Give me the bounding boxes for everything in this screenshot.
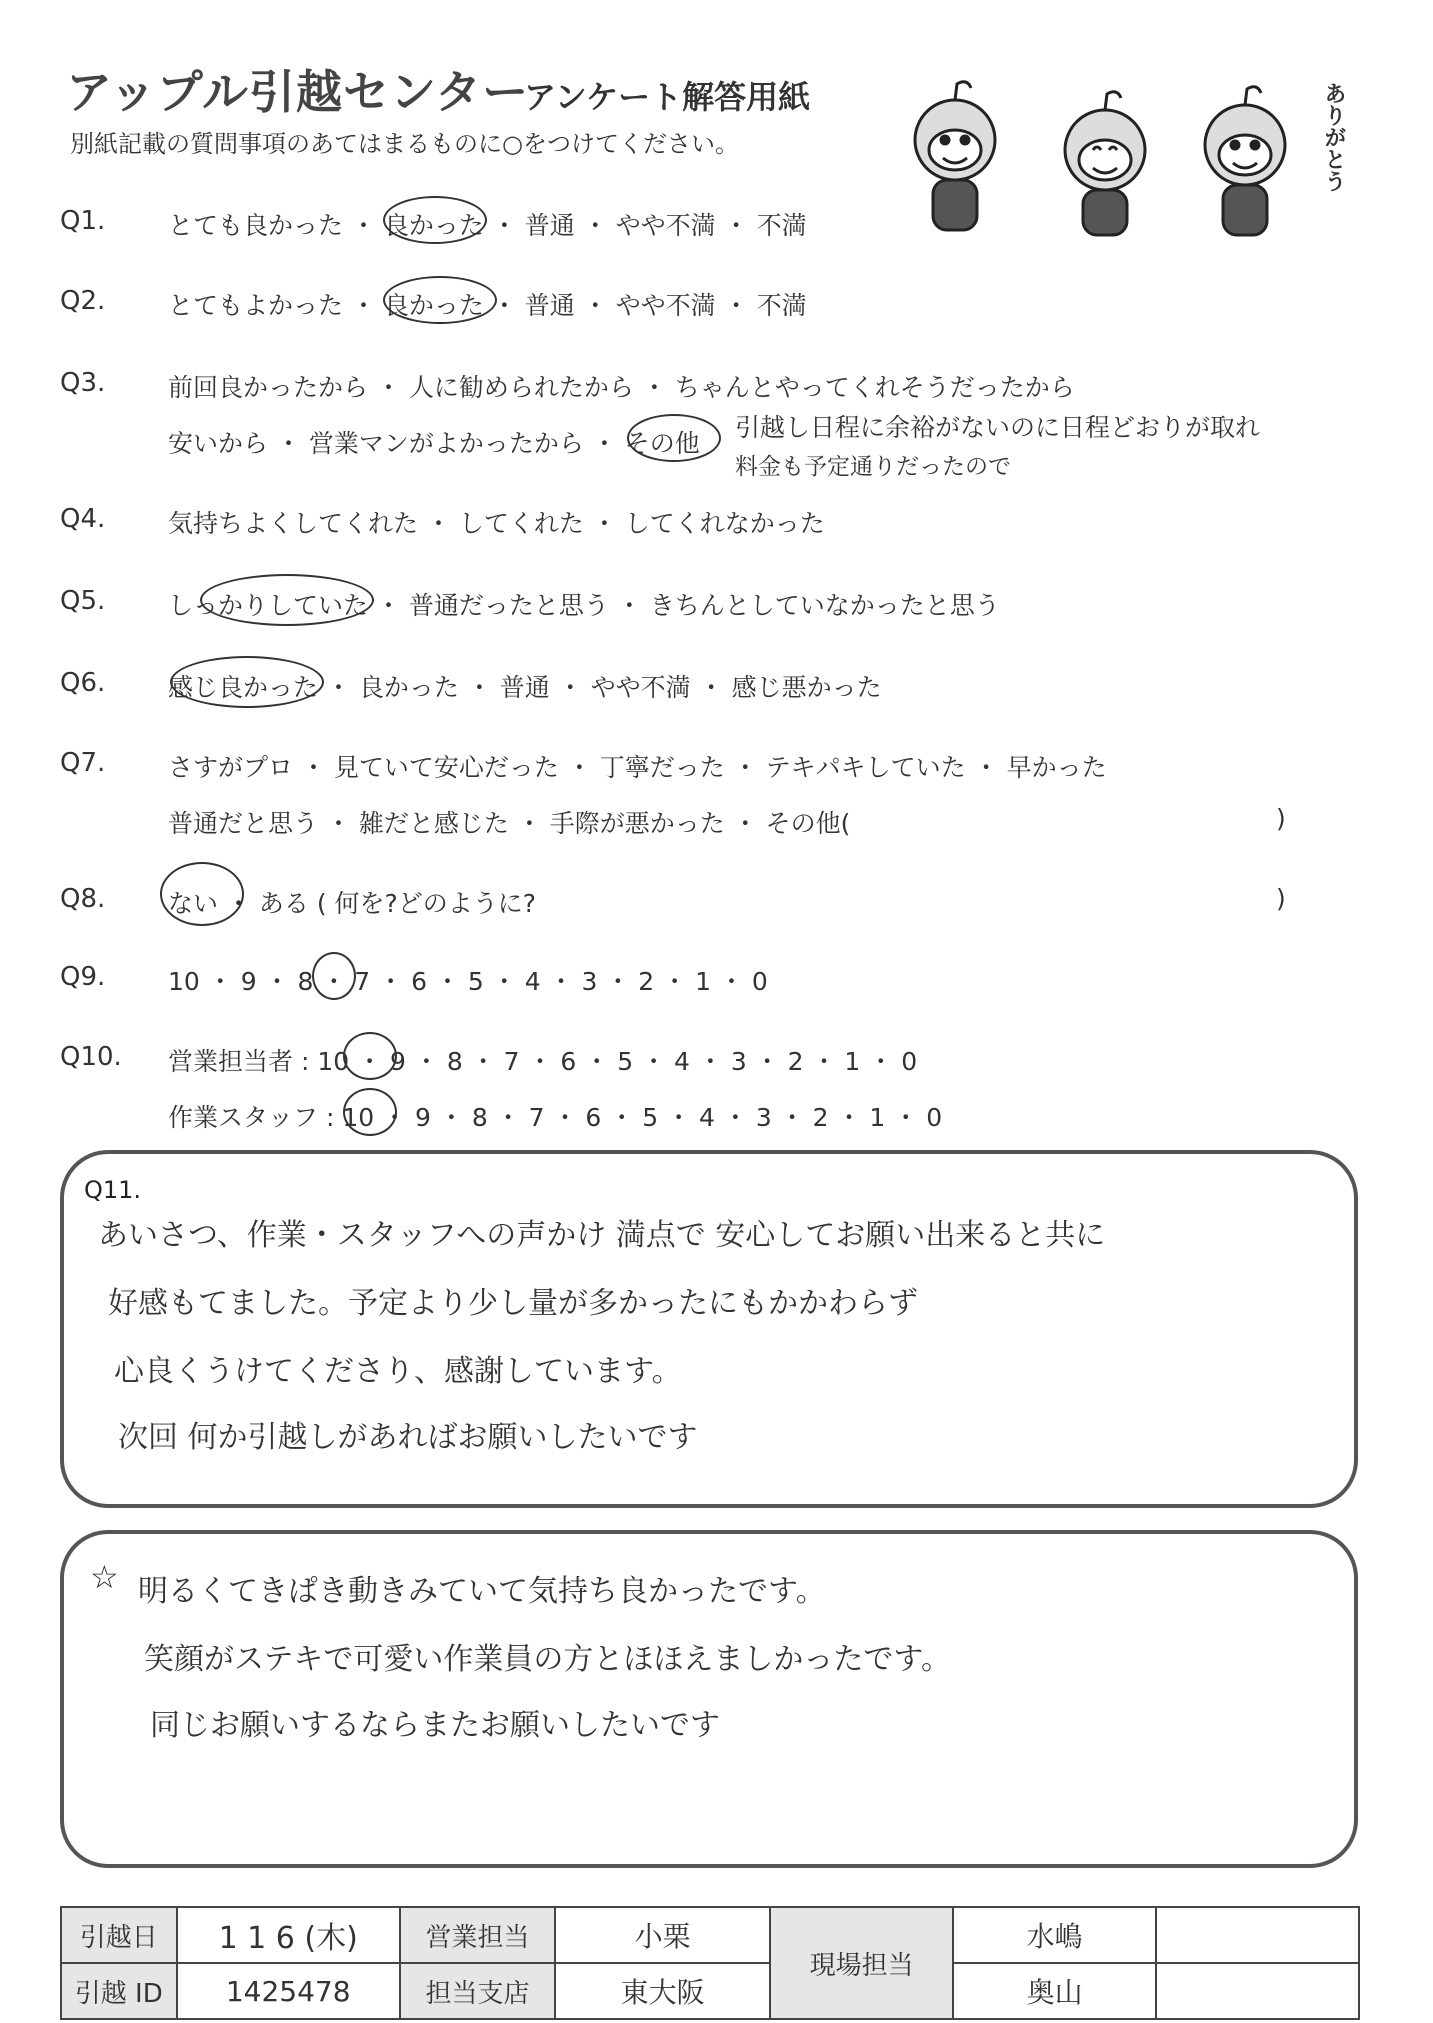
q4-label: Q4. [60, 504, 106, 534]
q8-options: ない ・ ある ( 何を?どのように? [168, 889, 537, 918]
q4-options: 気持ちよくしてくれた ・ してくれた ・ してくれなかった [168, 509, 825, 538]
sales-label: 営業担当 [400, 1907, 555, 1963]
branch-value: 東大阪 [555, 1963, 770, 2019]
q11-label: Q11. [84, 1176, 142, 1204]
move-date-value: 1 1 6 (木) [177, 1907, 400, 1963]
q2-circle-mark [383, 276, 497, 324]
info-table [60, 1906, 1360, 2020]
q9-label: Q9. [60, 962, 106, 992]
mascot-1 [915, 82, 995, 230]
q7-label: Q7. [60, 748, 106, 778]
q8-close-paren: ) [1276, 884, 1286, 913]
star-icon: ☆ [90, 1558, 119, 1596]
site-label: 現場担当 [770, 1907, 953, 2019]
site-value-2: 奥山 [953, 1963, 1156, 2019]
q3-options-2: 安いから ・ 営業マンがよかったから ・ その他 [168, 429, 700, 458]
q11-line-4: 次回 何か引越しがあればお願いしたいです [118, 1420, 698, 1455]
q3-circle-mark [627, 414, 721, 462]
q1-label: Q1. [60, 206, 106, 236]
q3-handwritten-answer-2: 料金も予定通りだったので [735, 454, 1011, 480]
comment-line-2: 笑顔がステキで可愛い作業員の方とほほえましかったです。 [144, 1642, 951, 1677]
q7-options-2: 普通だと思う ・ 雑だと感じた ・ 手際が悪かった ・ その他( [168, 809, 851, 838]
q7-options: さすがプロ ・ 見ていて安心だった ・ 丁寧だった ・ テキパキしていた ・ 早かった [168, 753, 1107, 782]
q6-label: Q6. [60, 668, 106, 698]
q1-options: とても良かった ・ 良かった ・ 普通 ・ やや不満 ・ 不満 [168, 211, 807, 240]
comment-line-1: 明るくてきぱき動きみていて気持ち良かったです。 [138, 1574, 826, 1609]
move-date-label: 引越日 [61, 1907, 177, 1963]
mascot-3 [1205, 87, 1285, 235]
q3-label: Q3. [60, 368, 106, 398]
comment-line-3: 同じお願いするならまたお願いしたいです [150, 1708, 720, 1743]
q10-staff-circle-mark [343, 1088, 397, 1136]
q5-label: Q5. [60, 586, 106, 616]
q9-scale: 10 ・ 9 ・ 8 ・ 7 ・ 6 ・ 5 ・ 4 ・ 3 ・ 2 ・ 1 ・ 0 [168, 967, 768, 996]
q5-circle-mark [200, 574, 374, 626]
q10-sales-scale: 営業担当者 : 10 ・ 9 ・ 8 ・ 7 ・ 6 ・ 5 ・ 4 ・ 3 ・ 2 ・ 1 ・ 0 [168, 1047, 918, 1076]
q3-options: 前回良かったから ・ 人に勧められたから ・ ちゃんとやってくれそうだったから [168, 373, 1075, 402]
q8-label: Q8. [60, 884, 106, 914]
q6-options: 感じ良かった ・ 良かった ・ 普通 ・ やや不満 ・ 感じ悪かった [168, 673, 882, 702]
brand-title: アップル引越センター [66, 65, 530, 119]
thanks-text: ありがとう [1321, 82, 1346, 192]
q11-line-1: あいさつ、作業・スタッフへの声かけ 満点で 安心してお願い出来ると共に [98, 1218, 1106, 1253]
q7-close-paren: ) [1276, 804, 1286, 833]
q10-label: Q10. [60, 1042, 122, 1072]
q10-sales-circle-mark [343, 1032, 397, 1080]
q6-circle-mark [170, 656, 324, 708]
branch-label: 担当支店 [400, 1963, 555, 2019]
q11-line-2: 好感もてました。予定より少し量が多かったにもかかわらず [108, 1286, 918, 1321]
q10-staff-scale: 作業スタッフ : 10 ・ 9 ・ 8 ・ 7 ・ 6 ・ 5 ・ 4 ・ 3 ・ 2 ・ 1 ・ 0 [168, 1103, 943, 1132]
move-id-value: 1425478 [177, 1963, 400, 2019]
mascot-illustration [895, 70, 1355, 240]
q8-circle-mark [160, 862, 244, 926]
q2-label: Q2. [60, 286, 106, 316]
comment-box [60, 1530, 1358, 1868]
q3-handwritten-answer: 引越し日程に余裕がないのに日程どおりが取れ [735, 413, 1261, 442]
q11-line-3: 心良くうけてくださり、感謝しています。 [114, 1354, 682, 1389]
q9-circle-mark [312, 952, 356, 1000]
mascot-2 [1065, 92, 1145, 235]
site-value-1: 水嶋 [953, 1907, 1156, 1963]
site-extra-cell-1 [1156, 1907, 1359, 1963]
q1-circle-mark [383, 196, 487, 244]
q2-options: とてもよかった ・ 良かった ・ 普通 ・ やや不満 ・ 不満 [168, 291, 807, 320]
instruction-text: 別紙記載の質問事項のあてはまるものに○をつけてください。 [70, 130, 739, 158]
q11-box [60, 1150, 1358, 1508]
q5-options: しっかりしていた ・ 普通だったと思う ・ きちんとしていなかったと思う [168, 591, 1000, 620]
sales-value: 小栗 [555, 1907, 770, 1963]
form-subtitle: アンケート解答用紙 [524, 78, 811, 116]
site-extra-cell-2 [1156, 1963, 1359, 2019]
move-id-label: 引越 ID [61, 1963, 177, 2019]
